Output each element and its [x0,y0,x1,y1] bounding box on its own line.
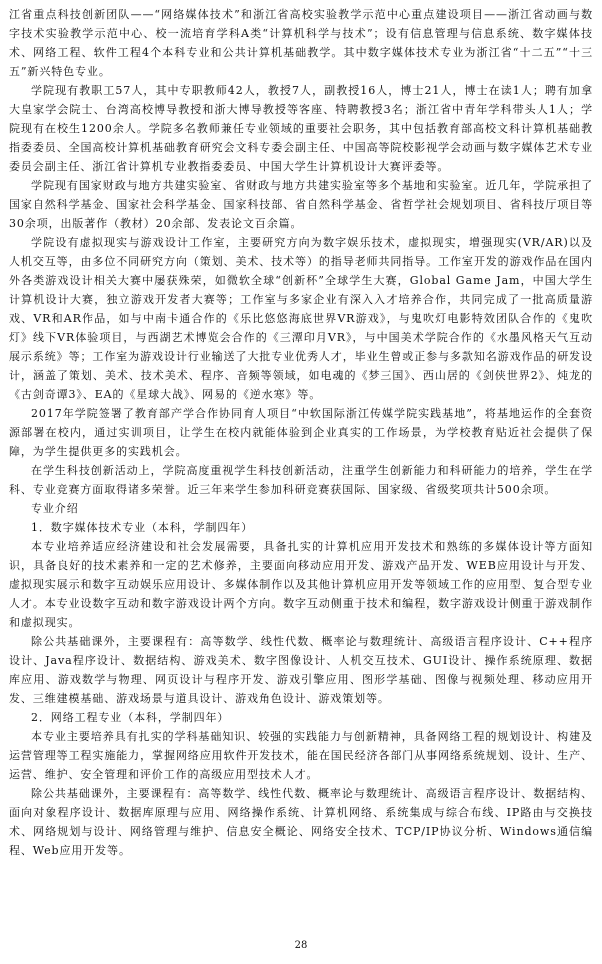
body-paragraph: 江省重点科技创新团队——“网络媒体技术”和浙江省高校实验教学示范中心重点建设项目——浙江省动画与数字技术实验教学示范中心、校一流培育学科A类“计算机科学与技术”；设有信息管理与信息系统、数字媒体技术、网络工程、软件工程4个本科专业和公共计算机基础教学。其中数字媒体技术专业为浙江省“十二五”“十三五”新兴特色专业。 [9,8,593,78]
section-title: 专业介绍 [31,502,79,515]
body-paragraph: 2017年学院签署了教育部产学合作协同育人项目“中软国际浙江传媒学院实践基地”，将基地运作的全套资源部署在校内，通过实训项目，让学生在校内就能体验到企业真实的工作场景，为学校教育贴近社会提供了保障，为学生提供更多的实践机会。 [9,407,593,458]
major-section [9,518,593,708]
body-paragraph: 除公共基础课外，主要课程有：高等数学、线性代数、概率论与数理统计、高级语言程序设计、数据结构、面向对象程序设计、数据库原理与应用、网络操作系统、计算机网络、系统集成与综合布线、IP路由与交换技术、网络规划与设计、网络管理与维护、信息安全概论、网络安全技术、TCP/IP协议分析、Windows通信编程、Web应用开发等。 [9,787,593,857]
body-paragraph: 学院现有教职工57人，其中专职教师42人，教授7人，副教授16人，博士21人，博士在读1人；聘有加拿大皇家学会院士、台湾高校博导教授和浙大博导教授等客座、特聘教授3名；浙江省中青年学科带头人1人；学院现有在校生1200余人。学院多名教师兼任专业领域的重要社会职务，其中包括教育部高校文科计算机基础教指委委员、全国高校计算机基础教育研究会文科专委会副主任、中国高等院校影视学会动画与数字媒体艺术专业委员会副主任、浙江省计算机专业教指委委员、中国大学生计算机设计大赛评委等。 [9,84,593,173]
major-title: 2．网络工程专业（本科，学制四年） [31,711,230,724]
body-paragraph: 本专业培养适应经济建设和社会发展需要，具备扎实的计算机应用开发技术和熟练的多媒体设计等方面知识，具备良好的技术素养和一定的艺术修养，主要面向移动应用开发、游戏产品开发、WEB应用设计与开发、虚拟现实展示和数字互动娱乐应用设计、多媒体制作以及其他计算机应用开发等领域工作的应用型、复合型专业人才。本专业设数字互动和数字游戏设计两个方向。数字互动侧重于技术和编程，数字游戏设计侧重于游戏制作和虚拟现实。 [9,540,593,629]
body-paragraph: 除公共基础课外，主要课程有：高等数学、线性代数、概率论与数理统计、高级语言程序设计、C++程序设计、Java程序设计、数据结构、游戏美术、数字图像设计、人机交互技术、GUI设计、操作系统原理、数据库应用、游戏数学与物理、网页设计与程序开发、游戏引擎应用、图形学基础、图像与视频处理、移动应用开发、三维建模基础、游戏场景与道具设计、游戏角色设计、游戏策划等。 [9,635,593,705]
page-number: 28 [294,940,308,951]
major-title: 1．数字媒体技术专业（本科，学制四年） [31,521,254,534]
major-section [9,708,593,860]
body-paragraph: 本专业主要培养具有扎实的学科基础知识、较强的实践能力与创新精神，具备网络工程的规划设计、构建及运营管理等工程实施能力，掌握网络应用软件开发技术，能在国民经济各部门从事网络系统规划、设计、生产、运营、维护、安全管理和评价工作的高级应用型技术人才。 [9,730,593,781]
body-paragraph: 在学生科技创新活动上，学院高度重视学生科技创新活动，注重学生创新能力和科研能力的培养，学生在学科、专业竞赛方面取得诸多荣誉。近三年来学生参加科研竞赛获国际、国家级、省级奖项共计500余项。 [9,464,593,496]
body-paragraph: 学院设有虚拟现实与游戏设计工作室，主要研究方向为数字娱乐技术，虚拟现实，增强现实(VR/AR)以及人机交互等，由多位不同研究方向（策划、美术、技术等）的指导老师共同指导。工作室开发的游戏作品在国内外各类游戏设计相关大赛中屡获殊荣，如微软全球“创新杯”全球学生大赛，Global Game Jam，中国大学生计算机设计大赛，独立游戏开发者大赛等；工作室与多家企业有深入入才培养合作，共同完成了一批高质量游戏、VR和AR作品，如与中南卡通合作的《乐比悠悠海底世界VR游戏》，与鬼吹灯电影特效团队合作的《鬼吹灯》线下VR体验项目，与西湖艺术博览会合作的《三潭印月VR》，与中国美术学院合作的《水墨风格天气互动展示系统》等；工作室为游戏设计行业输送了大批专业优秀人才，毕业生曾或正参与多款知名游戏作品的研发设计，涵盖了策划、美术、技术美术、程序、音频等领域，如电魂的《梦三国》、西山居的《剑侠世界2》、炖龙的《古剑奇谭3》、EA的《星球大战》、网易的《逆水寒》等。 [9,236,593,401]
body-paragraph: 学院现有国家财政与地方共建实验室、省财政与地方共建实验室等多个基地和实验室。近几年，学院承担了国家自然科学基金、国家社会科学基金、国家科技部、省自然科学基金、省哲学社会规划项目、省科技厅项目等30余项，出版著作（教材）20余部、发表论文百余篇。 [9,179,593,230]
